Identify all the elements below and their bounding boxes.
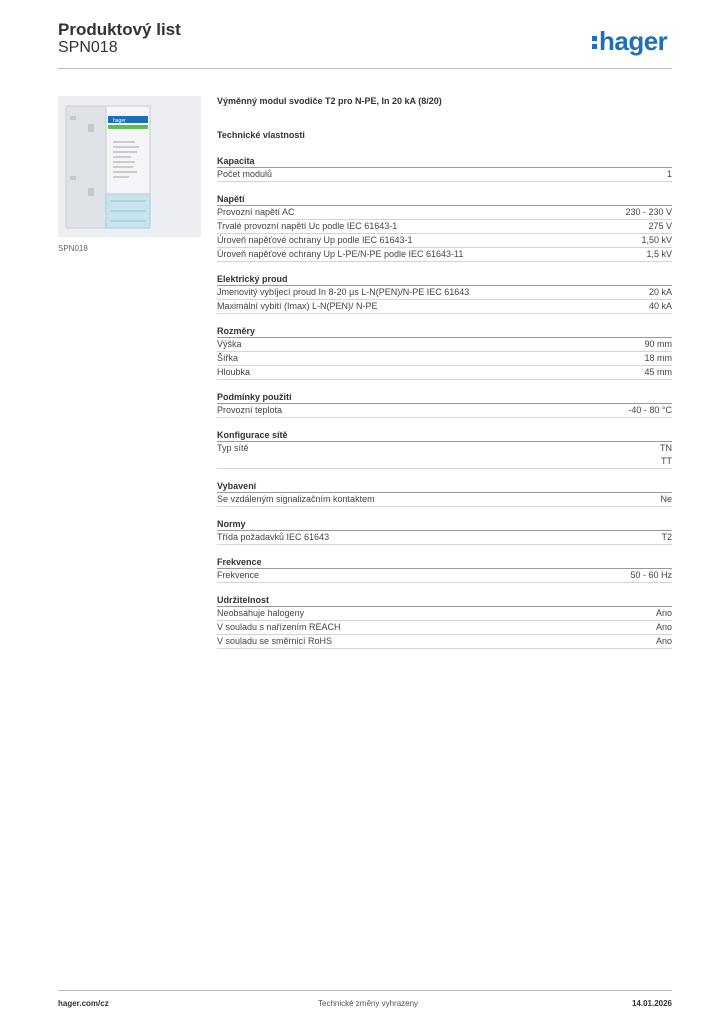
- spec-row: [217, 286, 672, 300]
- spec-row: [217, 338, 672, 352]
- spec-label: Výška: [217, 339, 242, 349]
- spec-value: 230 - 230 V: [625, 207, 672, 217]
- spec-value: 1: [666, 169, 672, 179]
- technical-properties-heading: Technické vlastnosti: [217, 130, 305, 140]
- spec-label: Hloubka: [217, 367, 251, 377]
- spec-row: [217, 635, 672, 649]
- spec-row: [217, 220, 672, 234]
- section-title: Normy: [217, 518, 672, 531]
- section-title: Frekvence: [217, 556, 672, 569]
- spec-label: Trvalé provozní napětí Uc podle IEC 61643-1: [217, 221, 398, 231]
- footer-date: 14.01.2026: [631, 999, 672, 1008]
- spec-label: Provozní teplota: [217, 405, 283, 415]
- spec-label: Úroveň napěťové ochrany Up podle IEC 61643-1: [217, 235, 413, 245]
- spec-label: Maximální vybití (Imax) L-N(PEN)/ N-PE: [217, 301, 378, 311]
- section-title: Podmínky použití: [217, 391, 672, 404]
- spec-row: [217, 366, 672, 380]
- spec-label: Úroveň napěťové ochrany Up L-PE/N-PE podle IEC 61643-11: [217, 249, 464, 259]
- spec-value: 40 kA: [648, 301, 672, 311]
- spec-value: Ano: [655, 608, 672, 618]
- footer-website: hager.com/cz: [58, 999, 109, 1008]
- spec-value: Ano: [655, 622, 672, 632]
- spec-label: Provozní napětí AC: [217, 207, 295, 217]
- spec-value: 18 mm: [644, 353, 672, 363]
- spec-value: TN TT: [660, 443, 672, 466]
- spec-row: [217, 621, 672, 635]
- spec-value: T2: [661, 532, 672, 542]
- section-title: Elektrický proud: [217, 273, 672, 286]
- spec-label: V souladu se směrnicí RoHS: [217, 636, 333, 646]
- product-code: SPN018: [58, 39, 118, 56]
- spec-label: Neobsahuje halogeny: [217, 608, 305, 618]
- module-brand-label: hager: [113, 118, 126, 124]
- spec-label: V souladu s nařízením REACH: [217, 622, 341, 632]
- spec-row: [217, 234, 672, 248]
- spec-row: [217, 404, 672, 418]
- spec-row: [217, 168, 672, 182]
- spec-value: Ano: [655, 636, 672, 646]
- section-title: Kapacita: [217, 155, 672, 168]
- product-description: Výměnný modul svodiče T2 pro N-PE, In 20 kA (8/20): [217, 96, 442, 106]
- spec-label: Se vzdáleným signalizačním kontaktem: [217, 494, 375, 504]
- document-title: Produktový list: [58, 20, 181, 39]
- spec-value: Ne: [660, 494, 672, 504]
- section-title: Konfigurace sítě: [217, 429, 672, 442]
- spec-row: [217, 493, 672, 507]
- spec-label: Typ sítě: [217, 443, 249, 453]
- spec-row: [217, 248, 672, 262]
- specifications-panel: [217, 96, 672, 649]
- spec-row: [217, 607, 672, 621]
- section-title: Vybavení: [217, 480, 672, 493]
- section-title: Rozměry: [217, 325, 672, 338]
- hager-logo: [592, 26, 667, 56]
- section-title: Napětí: [217, 193, 672, 206]
- footer-notice: Technické změny vyhrazeny: [318, 999, 419, 1008]
- spec-row: [217, 531, 672, 545]
- spec-label: Počet modulů: [217, 169, 273, 179]
- spec-row: [217, 442, 672, 469]
- spec-value: 1,50 kV: [641, 235, 672, 245]
- section-title: Udržitelnost: [217, 594, 672, 607]
- spec-value: 45 mm: [644, 367, 672, 377]
- spec-value: 1,5 kV: [646, 249, 672, 259]
- spec-label: Jmenovitý vybíjecí proud In 8-20 µs L-N(PEN)/N-PE IEC 61643: [217, 287, 470, 297]
- spec-value: -40 - 80 °C: [628, 405, 672, 415]
- spec-label: Frekvence: [217, 570, 260, 580]
- spec-value: 50 - 60 Hz: [630, 570, 672, 580]
- spec-row: [217, 300, 672, 314]
- spec-label: Šířka: [217, 353, 239, 363]
- product-image: [58, 96, 201, 237]
- spec-label: Třída požadavků IEC 61643: [217, 532, 330, 542]
- logo-colon-mark: [592, 32, 599, 50]
- spec-row: [217, 352, 672, 366]
- spec-row: [217, 569, 672, 583]
- logo-text: hager: [599, 26, 668, 56]
- surge-module-illustration: [58, 96, 201, 237]
- spec-value: 275 V: [648, 221, 672, 231]
- footer-divider: [58, 990, 672, 991]
- spec-sections: [217, 155, 672, 649]
- spec-value: 20 kA: [648, 287, 672, 297]
- header-divider: [58, 68, 672, 69]
- image-caption: SPN018: [58, 244, 88, 253]
- spec-row: [217, 206, 672, 220]
- spec-value: 90 mm: [644, 339, 672, 349]
